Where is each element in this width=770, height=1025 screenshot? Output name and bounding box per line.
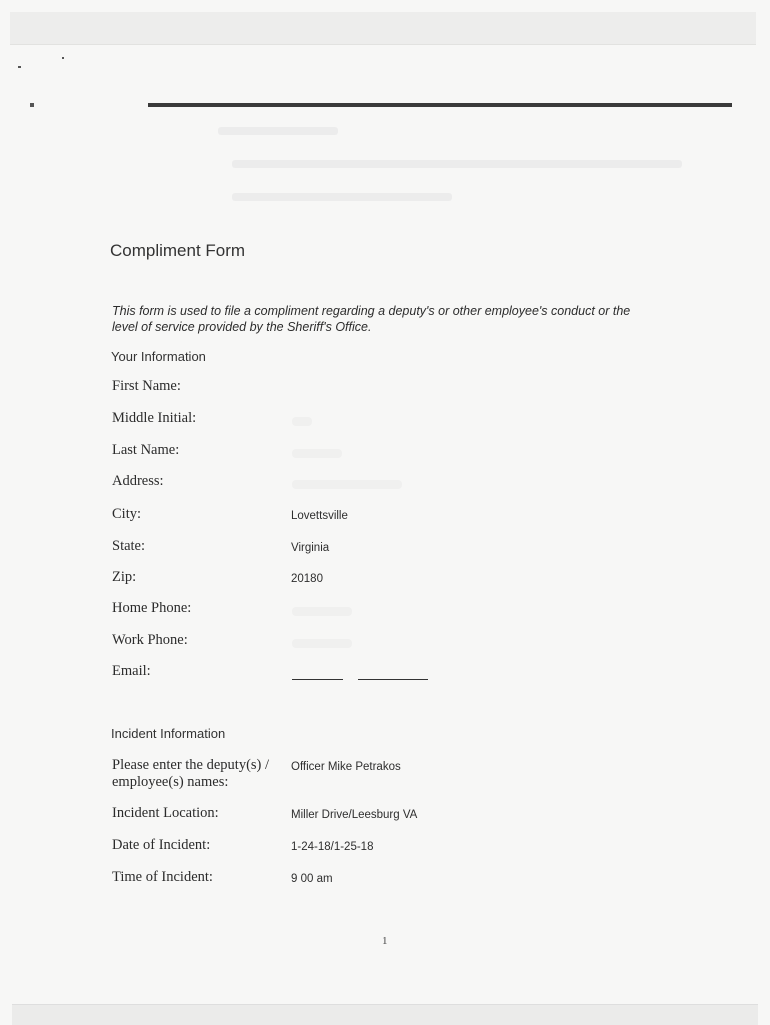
faded-header-text xyxy=(218,127,338,135)
email-redaction-line xyxy=(292,679,343,680)
label-state: State: xyxy=(112,538,146,554)
label-city: City: xyxy=(112,506,142,522)
faded-header-text xyxy=(232,193,452,201)
header-rule xyxy=(148,103,732,107)
label-email: Email: xyxy=(112,663,151,679)
scan-speck xyxy=(18,66,21,68)
redacted-value xyxy=(292,480,402,489)
label-first-name: First Name: xyxy=(112,378,181,394)
page-number: 1 xyxy=(382,935,388,947)
redacted-value xyxy=(292,449,342,458)
scan-edge-bottom xyxy=(12,1004,758,1025)
redacted-value xyxy=(292,607,352,616)
label-date-of-incident: Date of Incident: xyxy=(112,837,211,853)
redacted-value xyxy=(292,639,352,648)
scan-speck xyxy=(30,103,34,107)
value-date-of-incident: 1-24-18/1-25-18 xyxy=(291,841,374,853)
label-last-name: Last Name: xyxy=(112,442,180,458)
redacted-value xyxy=(292,417,312,426)
label-home-phone: Home Phone: xyxy=(112,600,192,616)
label-time-of-incident: Time of Incident: xyxy=(112,869,213,885)
label-zip: Zip: xyxy=(112,569,137,585)
value-employee-names: Officer Mike Petrakos xyxy=(291,761,401,773)
form-title: Compliment Form xyxy=(110,241,246,260)
label-employee-names: Please enter the deputy(s) / employee(s) names: xyxy=(112,757,270,790)
label-work-phone: Work Phone: xyxy=(112,632,188,648)
value-time-of-incident: 9 00 am xyxy=(291,873,333,885)
value-incident-location: Miller Drive/Leesburg VA xyxy=(291,809,418,821)
label-address: Address: xyxy=(112,473,164,489)
label-incident-location: Incident Location: xyxy=(112,805,219,821)
scan-speck xyxy=(62,57,64,59)
value-state: Virginia xyxy=(291,542,330,554)
scan-edge-top xyxy=(10,12,756,45)
faded-header-text xyxy=(232,160,682,168)
form-intro: This form is used to file a compliment regarding a deputy's or other employee's conduct or the level of service provided by the Sheriff's Office. xyxy=(112,304,631,334)
section-incident-information: Incident Information xyxy=(111,726,226,741)
label-middle-initial: Middle Initial: xyxy=(112,410,197,426)
value-zip: 20180 xyxy=(291,573,323,585)
email-redaction-line xyxy=(358,679,428,680)
section-your-information: Your Information xyxy=(111,349,206,364)
value-city: Lovettsville xyxy=(291,510,348,522)
